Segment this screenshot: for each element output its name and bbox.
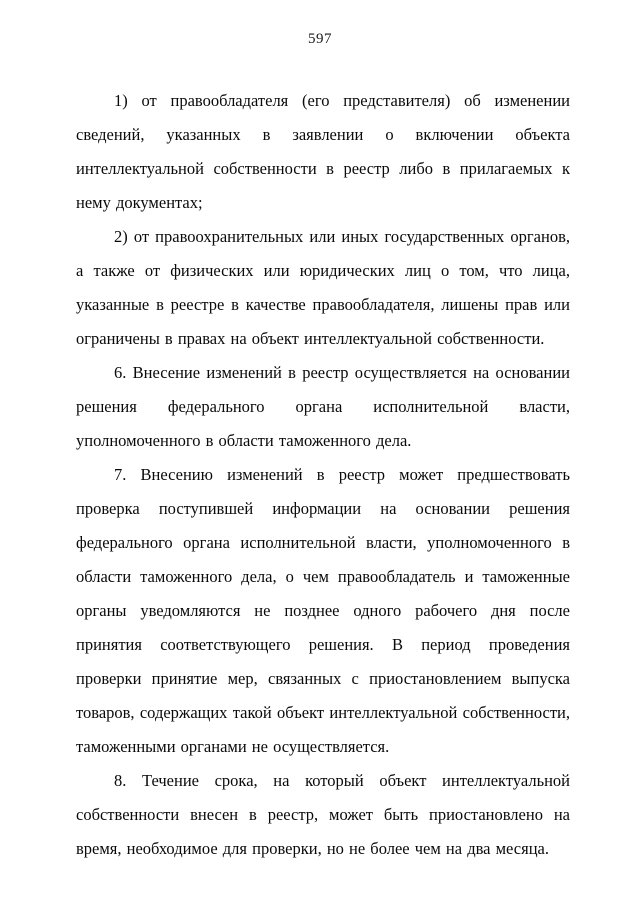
page-number: 597 (308, 31, 332, 47)
paragraph-clause-8: 8. Течение срока, на который объект интеллектуальной собственности внесен в реестр, может быть приостановлено на время, необходимое для проверки, но не более чем на два месяца. (76, 771, 570, 858)
paragraph-clause-6: 6. Внесение изменений в реестр осуществляется на основании решения федерального органа исполнительной власти, уполномоченного в области таможенного дела. (76, 363, 570, 450)
paragraph-clause-7: 7. Внесению изменений в реестр может предшествовать проверка поступившей информации на основании решения федерального органа исполнительной власти, уполномоченного в области таможенного дела, о чем правообладатель и таможенные органы уведомляются не позднее одного рабочего дня после принятия соответствующего решения. В период проведения проверки принятие мер, связанных с приостановлением выпуска товаров, содержащих такой объект интеллектуальной собственности, таможенными органами не осуществляется. (76, 465, 570, 756)
document-content (76, 84, 570, 866)
paragraph-item-1: 1) от правообладателя (его представителя) об изменении сведений, указанных в заявлении о включении объекта интеллектуальной собственности в реестр либо в прилагаемых к нему документах; (76, 91, 570, 212)
paragraph-item-2: 2) от правоохранительных или иных государственных органов, а также от физических или юридических лиц о том, что лица, указанные в реестре в качестве правообладателя, лишены прав или ограничены в правах на объект интеллектуальной собственности. (76, 227, 570, 348)
